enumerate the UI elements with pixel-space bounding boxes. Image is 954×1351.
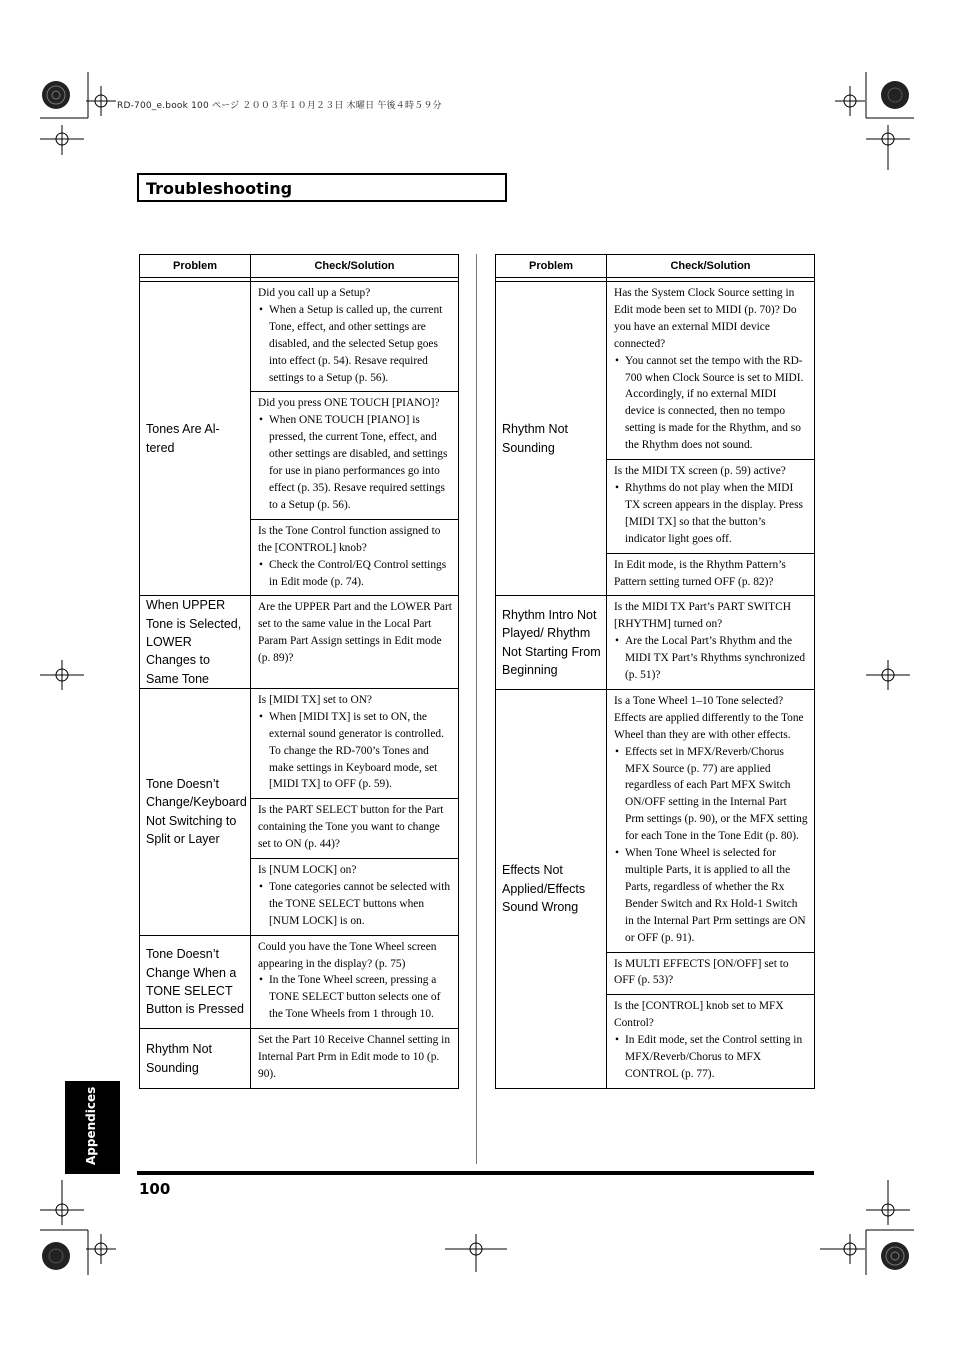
solution-bullet: • Effects set in MFX/Reverb/Chorus MFX Source (p. 77) are applied regardless of each Part MFX Switch ON/OFF setting in the Internal Part Prm settings (p. 90), or the MFX setting for each Tone in the Tone Edit (p. 80). xyxy=(614,744,808,845)
solution-cell xyxy=(607,596,815,690)
column-divider xyxy=(476,254,477,1164)
solution-bullet: • Tone categories cannot be selected with the TONE SELECT buttons when [NUM LOCK] is on. xyxy=(258,879,452,930)
solution-cell xyxy=(607,282,815,460)
solution-bullet: • Check the Control/EQ Control settings in Edit mode (p. 74). xyxy=(258,557,452,591)
solution-bullet: • You cannot set the tempo with the RD-700 when Clock Source is set to MIDI. Accordingly, if no external MIDI device is connected, then no tempo setting is made for the Rhythm, and so the Rhythm does not sound. xyxy=(614,353,808,454)
solution-list xyxy=(258,412,452,513)
check-question: Did you call up a Setup? xyxy=(258,287,371,299)
solution-cell xyxy=(251,282,459,392)
check-question: Is the MIDI TX screen (p. 59) active? xyxy=(614,465,786,478)
solution-cell xyxy=(251,688,459,798)
solution-bullet: • When Tone Wheel is selected for multiple Parts, it is applied to all the Parts, regardless of whether the Rx Bender Switch and Rx Hold-1 Switch in the Internal Part Prm settings are ON or OFF (p. 91). xyxy=(614,845,808,946)
solution-list xyxy=(614,480,808,548)
appendices-tab xyxy=(65,1081,120,1174)
print-header: RD-700_e.book 100 ページ ２００３年１０月２３日 木曜日 午後４時５９分 xyxy=(117,101,442,111)
solution-cell xyxy=(251,596,459,688)
check-question: Is [MIDI TX] set to ON? xyxy=(258,693,372,706)
solution-cell xyxy=(251,392,459,519)
table-row xyxy=(140,282,459,392)
solution-list xyxy=(258,709,452,794)
bottom-rule xyxy=(137,1171,814,1175)
solution-list xyxy=(258,302,452,387)
solution-cell xyxy=(251,799,459,859)
check-question: Is [NUM LOCK] on? xyxy=(258,864,357,877)
table-row xyxy=(140,596,459,688)
check-question: Is the MIDI TX Part’s PART SWITCH [RHYTHM] turned on? xyxy=(614,601,791,631)
problem-cell: Tone Doesn’t Change/Keyboard Not Switching to Split or Layer xyxy=(140,688,251,935)
check-question: In Edit mode, is the Rhythm Pattern’s Pattern setting turned OFF (p. 82)? xyxy=(614,558,786,588)
problem-cell: Rhythm Intro Not Played/ Rhythm Not Starting From Beginning xyxy=(496,596,607,690)
problem-column-header: Problem xyxy=(496,255,607,278)
table-row xyxy=(496,596,815,690)
check-question: Are the UPPER Part and the LOWER Part set to the same value in the Local Part Param Part Assign settings in Edit mode (p. 89)? xyxy=(258,601,452,665)
solution-list xyxy=(614,744,808,947)
table-row xyxy=(140,1029,459,1089)
table-row xyxy=(140,935,459,1029)
page-number: 100 xyxy=(139,1180,171,1198)
solution-cell xyxy=(607,553,815,596)
check-question: Is the PART SELECT button for the Part containing the Tone you want to change set to ON (p. 44)? xyxy=(258,804,444,851)
table-row xyxy=(140,688,459,798)
solution-list xyxy=(614,1032,808,1083)
check-question: Is MULTI EFFECTS [ON/OFF] set to OFF (p. 53)? xyxy=(614,957,789,987)
problem-cell: Tone Doesn’t Change When a TONE SELECT Button is Pressed xyxy=(140,935,251,1029)
solution-column-header: Check/Solution xyxy=(607,255,815,278)
problem-cell: Rhythm Not Sounding xyxy=(496,282,607,596)
check-question: Could you have the Tone Wheel screen appearing in the display? (p. 75) xyxy=(258,940,437,970)
solution-bullet: • When ONE TOUCH [PIANO] is pressed, the current Tone, effect, and other settings are disabled, and settings for use in piano performances go into effect (p. 35). Resave required settings to a Setup (p. 56). xyxy=(258,412,452,513)
solution-list xyxy=(258,879,452,930)
solution-column-header: Check/Solution xyxy=(251,255,459,278)
table-row xyxy=(496,689,815,952)
check-question: Has the System Clock Source setting in Edit mode been set to MIDI (p. 70)? Do you have an external MIDI device connected? xyxy=(614,287,797,350)
check-question: Set the Part 10 Receive Channel setting in Internal Part Prm in Edit mode to 10 (p. 90). xyxy=(258,1034,451,1081)
solution-cell xyxy=(607,952,815,995)
solution-bullet: • When a Setup is called up, the current Tone, effect, and other settings are disabled, and the selected Setup goes into effect (p. 54). Resave required settings to a Setup (p. 56). xyxy=(258,302,452,387)
check-question: Did you press ONE TOUCH [PIANO]? xyxy=(258,397,440,410)
solution-cell xyxy=(607,460,815,554)
problem-cell: Tones Are Al-tered xyxy=(140,282,251,596)
section-title-box xyxy=(137,173,507,202)
section-title: Troubleshooting xyxy=(146,179,293,198)
solution-bullet: • When [MIDI TX] is set to ON, the external sound generator is controlled. To change the RD-700’s Tones and make settings in Keyboard mode, set [MIDI TX] to OFF (p. 59). xyxy=(258,709,452,794)
left-troubleshooting-table xyxy=(139,254,459,1089)
solution-cell xyxy=(251,519,459,596)
right-troubleshooting-table xyxy=(495,254,815,1089)
appendices-tab-label: Appendices xyxy=(84,1086,98,1165)
problem-cell: Rhythm Not Sounding xyxy=(140,1029,251,1089)
solution-cell xyxy=(607,995,815,1089)
solution-cell xyxy=(251,859,459,936)
solution-cell xyxy=(251,935,459,1029)
solution-cell xyxy=(607,689,815,952)
solution-list xyxy=(258,557,452,591)
check-question: Is the Tone Control function assigned to the [CONTROL] knob? xyxy=(258,524,441,554)
problem-cell: When UPPER Tone is Selected, LOWER Changes to Same Tone xyxy=(140,596,251,688)
solution-bullet: • Rhythms do not play when the MIDI TX screen appears in the display. Press [MIDI TX] so that the button’s indicator light goes off. xyxy=(614,480,808,548)
solution-list xyxy=(258,972,452,1023)
solution-bullet: • Are the Local Part’s Rhythm and the MIDI TX Part’s Rhythms synchronized (p. 51)? xyxy=(614,633,808,684)
solution-bullet: • In the Tone Wheel screen, pressing a TONE SELECT button selects one of the Tone Wheels from 1 through 10. xyxy=(258,972,452,1023)
problem-cell: Effects Not Applied/Effects Sound Wrong xyxy=(496,689,607,1088)
solution-list xyxy=(614,353,808,454)
check-question: Is a Tone Wheel 1–10 Tone selected? Effects are applied differently to the Tone Wheel than they are with other effects. xyxy=(614,694,804,741)
solution-cell xyxy=(251,1029,459,1089)
solution-bullet: • In Edit mode, set the Control setting in MFX/Reverb/Chorus to MFX CONTROL (p. 77). xyxy=(614,1032,808,1083)
solution-list xyxy=(614,633,808,684)
table-row xyxy=(496,282,815,460)
check-question: Is the [CONTROL] knob set to MFX Control? xyxy=(614,1000,784,1030)
problem-column-header: Problem xyxy=(140,255,251,278)
